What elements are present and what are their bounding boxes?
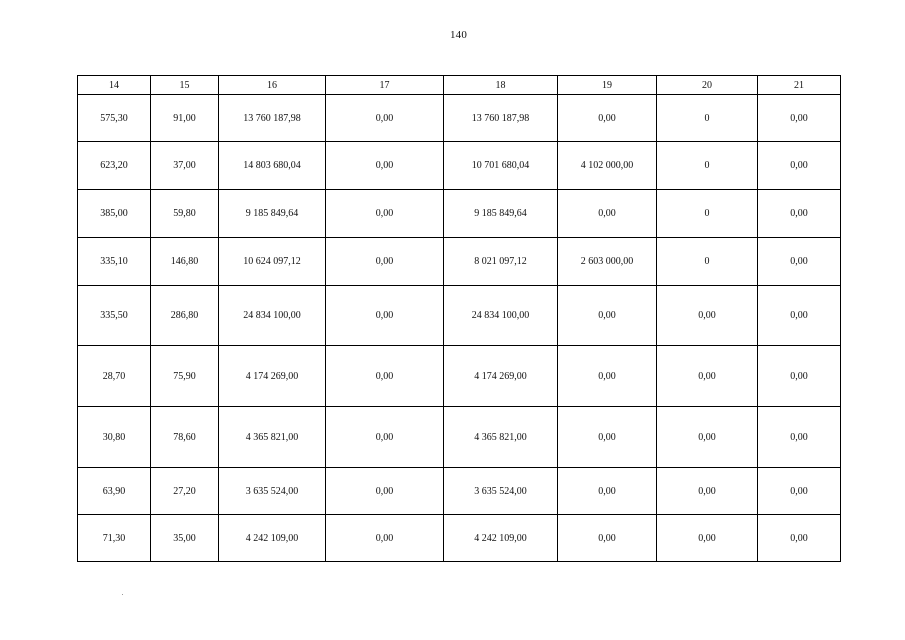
table-row [78, 515, 841, 562]
table-cell: 575,30 [78, 95, 151, 142]
table-cell: 0,00 [558, 468, 657, 515]
page-number: 140 [449, 29, 468, 41]
table-cell: 0,00 [326, 142, 444, 190]
table-cell: 10 701 680,04 [444, 142, 558, 190]
column-header-16: 16 [219, 76, 326, 95]
table-cell: 0,00 [326, 190, 444, 238]
table-cell: 0,00 [758, 468, 841, 515]
table-cell: 9 185 849,64 [219, 190, 326, 238]
table-cell: 24 834 100,00 [444, 286, 558, 346]
table-cell: 146,80 [151, 238, 219, 286]
table-cell: 286,80 [151, 286, 219, 346]
table-cell: 24 834 100,00 [219, 286, 326, 346]
table-row [78, 238, 841, 286]
column-header-19: 19 [558, 76, 657, 95]
table-cell: 4 102 000,00 [558, 142, 657, 190]
table-cell: 0,00 [558, 95, 657, 142]
table-cell: 0,00 [326, 286, 444, 346]
table-cell: 0,00 [326, 238, 444, 286]
table-cell: 0 [657, 190, 758, 238]
table-cell: 0,00 [758, 190, 841, 238]
table-cell: 335,10 [78, 238, 151, 286]
table-row [78, 95, 841, 142]
table-cell: 4 174 269,00 [219, 346, 326, 407]
table-cell: 0,00 [657, 515, 758, 562]
table-cell: 0 [657, 142, 758, 190]
table-cell: 13 760 187,98 [219, 95, 326, 142]
table-cell: 4 365 821,00 [444, 407, 558, 468]
table-cell: 28,70 [78, 346, 151, 407]
table-cell: 59,80 [151, 190, 219, 238]
table-row [78, 346, 841, 407]
column-header-18: 18 [444, 76, 558, 95]
table-cell: 10 624 097,12 [219, 238, 326, 286]
table-cell: 91,00 [151, 95, 219, 142]
table-cell: 385,00 [78, 190, 151, 238]
table-cell: 0,00 [657, 468, 758, 515]
table-cell: 0,00 [758, 407, 841, 468]
table-cell: 4 365 821,00 [219, 407, 326, 468]
column-header-14: 14 [78, 76, 151, 95]
table-row [78, 407, 841, 468]
table-cell: 0,00 [326, 468, 444, 515]
header-row [78, 76, 841, 95]
table-cell: 0,00 [758, 286, 841, 346]
table-cell: 335,50 [78, 286, 151, 346]
table-cell: 9 185 849,64 [444, 190, 558, 238]
table-cell: 0,00 [758, 346, 841, 407]
table-cell: 0,00 [657, 286, 758, 346]
table-cell: 0,00 [758, 142, 841, 190]
table-cell: 13 760 187,98 [444, 95, 558, 142]
table-cell: 4 242 109,00 [444, 515, 558, 562]
table-cell: 0,00 [758, 95, 841, 142]
column-header-15: 15 [151, 76, 219, 95]
table-cell: 37,00 [151, 142, 219, 190]
table-cell: 0,00 [558, 190, 657, 238]
table-row [78, 142, 841, 190]
table-cell: 0 [657, 238, 758, 286]
table-cell: 3 635 524,00 [444, 468, 558, 515]
data-table [77, 75, 841, 562]
table-cell: 3 635 524,00 [219, 468, 326, 515]
table-cell: 0,00 [758, 238, 841, 286]
table-cell: 78,60 [151, 407, 219, 468]
table-cell: 35,00 [151, 515, 219, 562]
table-cell: 0,00 [558, 286, 657, 346]
table-cell: 75,90 [151, 346, 219, 407]
table-cell: 0,00 [326, 346, 444, 407]
table-cell: 14 803 680,04 [219, 142, 326, 190]
table-cell: 4 174 269,00 [444, 346, 558, 407]
table-row [78, 286, 841, 346]
table-cell: 63,90 [78, 468, 151, 515]
column-header-17: 17 [326, 76, 444, 95]
table-cell: 0,00 [657, 407, 758, 468]
table-cell: 623,20 [78, 142, 151, 190]
table-cell: 71,30 [78, 515, 151, 562]
table-cell: 0,00 [558, 407, 657, 468]
table-cell: 0 [657, 95, 758, 142]
table-cell: 0,00 [326, 95, 444, 142]
table-cell: 8 021 097,12 [444, 238, 558, 286]
table-row [78, 190, 841, 238]
table-cell: 0,00 [758, 515, 841, 562]
table-cell: 0,00 [326, 515, 444, 562]
table-cell: 0,00 [558, 515, 657, 562]
table-cell: 2 603 000,00 [558, 238, 657, 286]
table-cell: 0,00 [558, 346, 657, 407]
scan-artifact-dot [122, 594, 123, 595]
table-row [78, 468, 841, 515]
table-cell: 0,00 [657, 346, 758, 407]
table-cell: 27,20 [151, 468, 219, 515]
table-cell: 30,80 [78, 407, 151, 468]
column-header-20: 20 [657, 76, 758, 95]
table-cell: 4 242 109,00 [219, 515, 326, 562]
table-cell: 0,00 [326, 407, 444, 468]
column-header-21: 21 [758, 76, 841, 95]
